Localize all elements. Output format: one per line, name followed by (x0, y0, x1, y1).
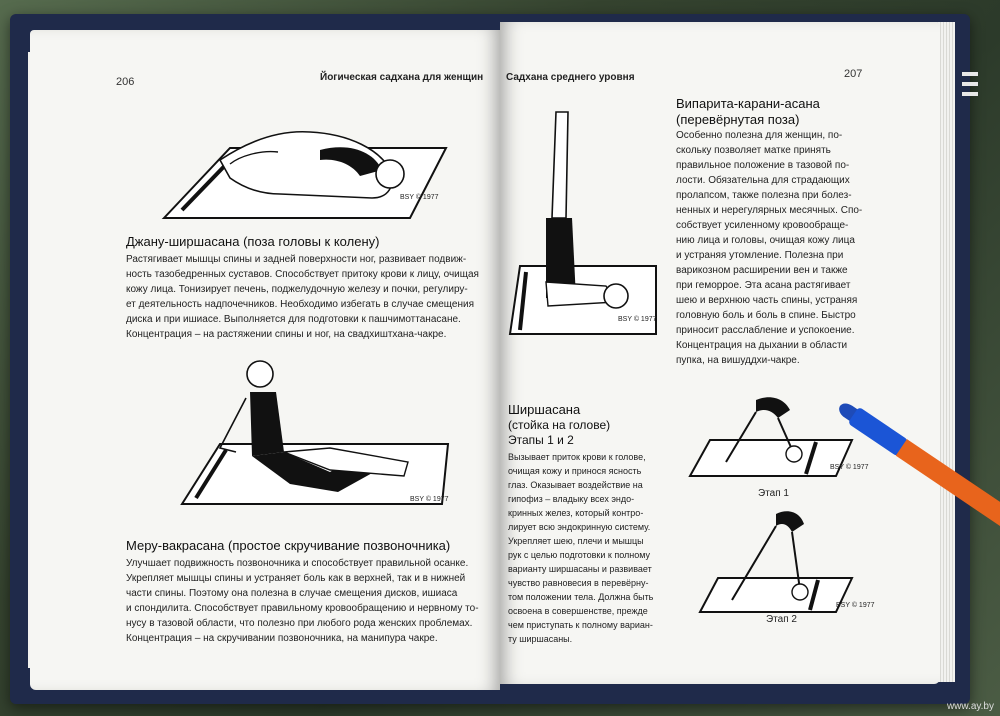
text-line: правильное положение в тазовой по- (676, 160, 850, 171)
text-line: нию лица и головы, очищая кожу лица (676, 235, 855, 246)
figure-credit: BSY © 1977 (410, 496, 449, 503)
section-subtitle: (стойка на голове) (508, 418, 611, 432)
figure-credit: BSY © 1977 (830, 464, 869, 471)
text-line: скольку позволяет матке принять (676, 145, 831, 156)
text-line: шею и верхнюю часть спины, устраняя (676, 295, 858, 306)
text-line: Вызывает приток крови к голове, (508, 452, 646, 462)
binding-mark (962, 72, 978, 76)
stage1-caption: Этап 1 (758, 488, 789, 499)
section-title: Випарита-карани-асана (676, 96, 820, 111)
watermark: www.ay.by (946, 701, 994, 712)
page-number: 206 (116, 76, 135, 88)
left-page (30, 30, 500, 690)
section-body (676, 128, 862, 368)
text-line: приносит расслабление и успокоение. (676, 325, 855, 336)
meru-vakrasana-illustration (180, 352, 450, 512)
text-line: Концентрация – на растяжении спины и ног, на свадхиштхана-чакре. (126, 329, 447, 340)
text-line: чем приступать к полному вариан- (508, 620, 653, 630)
text-line: головную боль и боль в спине. Быстро (676, 310, 856, 321)
janu-sirsasana-illustration (160, 90, 450, 230)
text-line: варикозном расширении вен и также (676, 265, 848, 276)
text-line: чувство равновесия в перевёрну- (508, 578, 649, 588)
figure-credit: BSY © 1977 (836, 602, 875, 609)
text-line: нусу в тазовой области, что полезно при любого рода женских проблемах. (126, 618, 473, 629)
text-line: Концентрация – на скручивании позвоночника, на манипура чакре. (126, 633, 438, 644)
text-line: Улучшает подвижность позвоночника и способствует правильной осанке. (126, 558, 469, 569)
text-line: части спины. Поэтому она полезна в случае смещения дисков, ишиаса (126, 588, 458, 599)
figure-credit: BSY © 1977 (400, 194, 439, 201)
section-title: Меру-вакрасана (простое скручивание позвоночника) (126, 538, 451, 553)
text-line: глаз. Оказывает воздействие на (508, 480, 643, 490)
section-title: Джану-ширшасана (поза головы к колену) (126, 234, 380, 249)
text-line: диска и при ишиасе. Выполняется для подготовки к пашчимоттанасане. (126, 314, 461, 325)
section-title: Ширшасана (508, 402, 581, 417)
text-line: ненных и нерегулярных месячных. Спо- (676, 205, 863, 216)
text-line: гипофиз – владыку всех эндо- (508, 494, 635, 504)
figure-credit: BSY © 1977 (618, 316, 657, 323)
text-line: лости. Обязательна для страдающих (676, 175, 850, 186)
section-body (126, 556, 479, 646)
text-line: Растягивает мышцы спины и задней поверхности ног, развивает подвиж- (126, 254, 467, 265)
text-line: рук с целью подготовки к полному (508, 550, 651, 560)
stage2-caption: Этап 2 (766, 614, 797, 625)
section-body (508, 450, 653, 646)
sirsasana-stage2-illustration (696, 508, 856, 618)
section-subtitle: Этапы 1 и 2 (508, 433, 574, 447)
binding-mark (962, 82, 978, 86)
running-head: Садхана среднего уровня (506, 72, 635, 83)
text-line: пролапсом, также полезна при болез- (676, 190, 852, 201)
text-line: ность тазобедренных суставов. Способствует притоку крови к лицу, очищая (126, 269, 479, 280)
text-line: том положении тела. Должна быть (508, 592, 654, 602)
section-subtitle: (перевёрнутая поза) (676, 112, 800, 127)
text-line: ет деятельность надпочечников. Необходимо избегать в случае смещения (126, 299, 474, 310)
text-line: ту ширшасаны. (508, 634, 573, 644)
text-line: при геморрое. Эта асана растягивает (676, 280, 851, 291)
binding-mark (962, 92, 978, 96)
text-line: лирует всю эндокринную систему. (508, 522, 651, 532)
section-body (126, 252, 479, 342)
page-number: 207 (844, 68, 863, 80)
text-line: кринных желез, который контро- (508, 508, 644, 518)
text-line: пупка, на вишуддхи-чакре. (676, 355, 800, 366)
text-line: Концентрация на дыхании в области (676, 340, 848, 351)
text-line: варианту ширшасаны и развивает (508, 564, 652, 574)
text-line: очищая кожу и принося ясность (508, 466, 642, 476)
text-line: и спондилита. Способствует правильному кровообращению и нервному то- (126, 603, 479, 614)
text-line: освоена в совершенстве, прежде (508, 606, 648, 616)
text-line: Укрепляет мышцы спины и устраняет боль как в верхней, так и в нижней (126, 573, 466, 584)
text-line: кожу лица. Тонизирует печень, поджелудочную железу и почки, регулиру- (126, 284, 468, 295)
right-page (500, 22, 940, 684)
text-line: Особенно полезна для женщин, по- (676, 130, 843, 141)
text-line: и устраняя утомление. Полезна при (676, 250, 844, 261)
running-head: Йогическая садхана для женщин (320, 72, 484, 83)
text-line: Укрепляет шею, плечи и мышцы (508, 536, 644, 546)
text-line: собствует усиленному кровообраще- (676, 220, 849, 231)
viparita-karani-illustration (506, 102, 666, 342)
